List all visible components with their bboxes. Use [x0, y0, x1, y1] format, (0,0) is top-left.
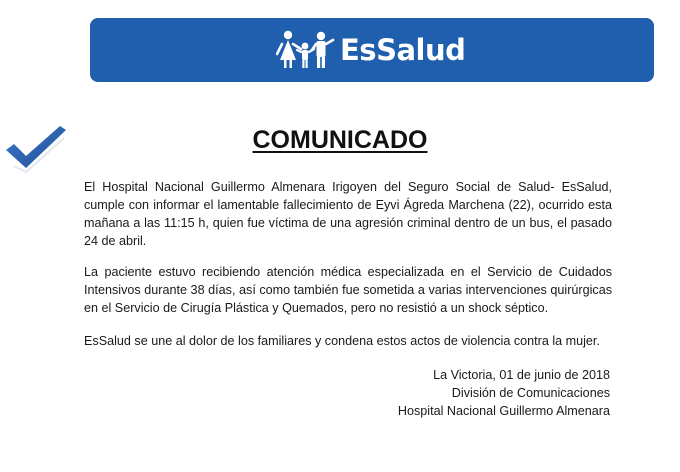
family-figures-icon: [276, 30, 336, 70]
paragraph-3: EsSalud se une al dolor de los familiares y condena estos actos de violencia contra la mujer.: [84, 334, 600, 348]
signature-block: [398, 366, 610, 420]
brand-name: EsSalud: [340, 33, 466, 67]
division-line: División de Comunicaciones: [451, 386, 610, 400]
header-banner: [90, 18, 654, 82]
essalud-logo: [276, 30, 465, 70]
paragraph-1: El Hospital Nacional Guillermo Almenara Irigoyen del Seguro Social de Salud- EsSalud, cumple con informar el lamentable fallecimiento de Eyvi Ágreda Marchena (22), ocurrido esta mañana a las 11:15 h, quien fue víctima de una agresión criminal dentro de un bus, el pasado 24 de abril.: [84, 180, 612, 248]
page-title: COMUNICADO: [252, 126, 428, 154]
hospital-line: Hospital Nacional Guillermo Almenara: [397, 404, 610, 418]
date-line: La Victoria, 01 de junio de 2018: [433, 368, 610, 382]
paragraph-2: La paciente estuvo recibiendo atención médica especializada en el Servicio de Cuidados Intensivos durante 38 días, así como también fue sometida a varias intervenciones quirúrgicas en el Servicio de Cirugía Plástica y Quemados, pero no resistió a un shock séptico.: [84, 265, 612, 315]
